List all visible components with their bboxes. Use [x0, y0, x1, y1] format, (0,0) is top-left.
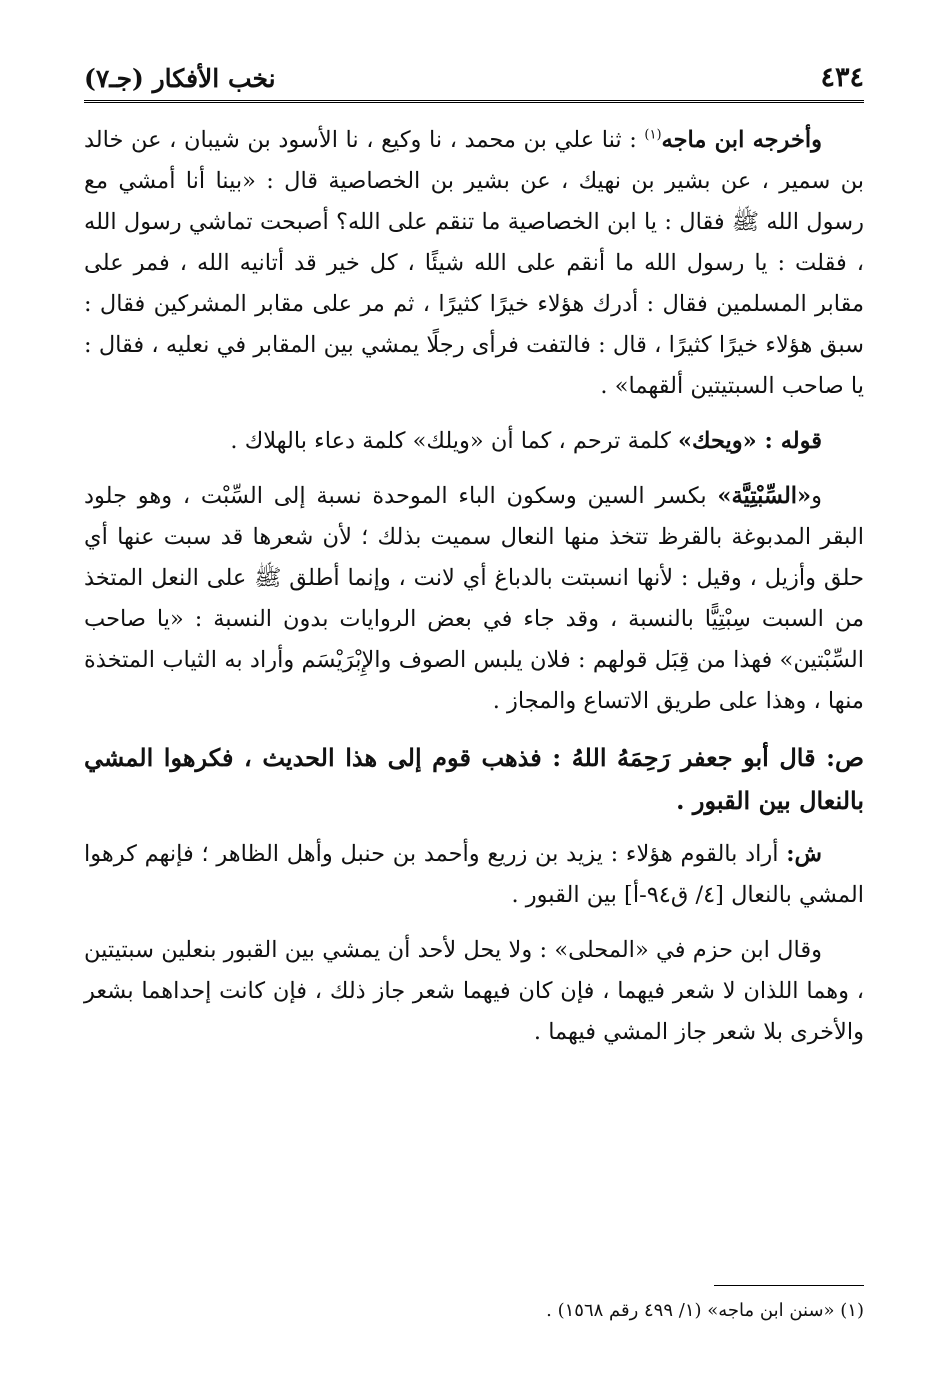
paragraph-text: كلمة ترحم ، كما أن «ويلك» كلمة دعاء بالهلاك . — [230, 428, 671, 454]
footnote-divider — [714, 1285, 864, 1286]
paragraph-lead: «السِّبْتِيَّة» — [717, 483, 812, 509]
book-title: نخب الأفكار (جـ٧) — [84, 64, 276, 93]
hadith-paragraph — [84, 120, 864, 407]
paragraph-lead: قوله : «ويحك» — [677, 428, 822, 454]
footnote: (١) «سنن ابن ماجه» (١/ ٤٩٩ رقم ١٥٦٨) . — [546, 1300, 864, 1321]
paragraph-prefix: و — [811, 483, 822, 509]
commentary-paragraph — [84, 421, 864, 462]
paragraph-text: أراد بالقوم هؤلاء : يزيد بن زريع وأحمد بن حنبل وأهل الظاهر ؛ فإنهم كرهوا المشي بالنعال [٤/ ق٩٤-أ] بين القبور . — [84, 841, 864, 908]
paragraph-text: وقال ابن حزم في «المحلى» : ولا يحل لأحد أن يمشي بين القبور بنعلين سبتيتين ، وهما اللذان لا شعر فيهما ، فإن كان فيهما شعر جاز ذلك ، فإن كانت إحداهما بشعر والأخرى بلا شعر جاز المشي فيهما . — [84, 937, 864, 1045]
commentary-paragraph — [84, 930, 864, 1053]
paragraph-text: بكسر السين وسكون الباء الموحدة نسبة إلى السِّبْت ، وهو جلود البقر المدبوغة بالقرظ تتخذ منها النعال سميت بذلك ؛ لأن شعرها قد سبت عنها أي حلق وأزيل ، وقيل : لأنها انسبتت بالدباغ أي لانت ، وإنما أطلق ﷺ على النعل المتخذ من السبت سِبْتِيًّا بالنسبة ، وقد جاء في بعض الروايات بدون النسبة : «يا صاحب السِّبْتين» فهذا من قِبَل قولهم : فلان يلبس الصوف والإِبْرَيْسَم وأراد به الثياب المتخذة منها ، وهذا على طريق الاتساع والمجاز . — [84, 483, 864, 714]
paragraph-text: : ثنا علي بن محمد ، نا وكيع ، نا الأسود بن شيبان ، عن خالد بن سمير ، عن بشير بن نهيك ، عن بشير بن الخصاصية قال : «بينا أنا أمشي مع رسول الله ﷺ فقال : يا ابن الخصاصية ما تنقم على الله؟ أصبحت تماشي رسول الله ، فقلت : يا رسول الله ما أنقم على الله شيئًا ، كل خير قد أتانيه الله ، فمر على مقابر المسلمين فقال : أدرك هؤلاء خيرًا كثيرًا ، ثم مر على مقابر المشركين فقال : سبق هؤلاء خيرًا كثيرًا ، قال : فالتفت فرأى رجلًا يمشي بين المقابر في نعليه ، فقال : يا صاحب السبتيتين ألقهما» . — [84, 127, 864, 399]
paragraph-lead: وأخرجه ابن ماجه — [661, 127, 822, 153]
paragraph-lead: ش: — [786, 841, 823, 867]
page-body — [84, 120, 864, 1067]
page-number: ٤٣٤ — [820, 62, 864, 93]
commentary-paragraph — [84, 476, 864, 722]
section-heading: ص: قال أبو جعفر رَحِمَهُ اللهُ : فذهب قوم إلى هذا الحديث ، فكرهوا المشي بالنعال بين القبور . — [84, 743, 865, 815]
commentary-paragraph — [84, 834, 864, 916]
footnote-reference: (١) — [644, 127, 662, 143]
page-header — [84, 56, 864, 103]
